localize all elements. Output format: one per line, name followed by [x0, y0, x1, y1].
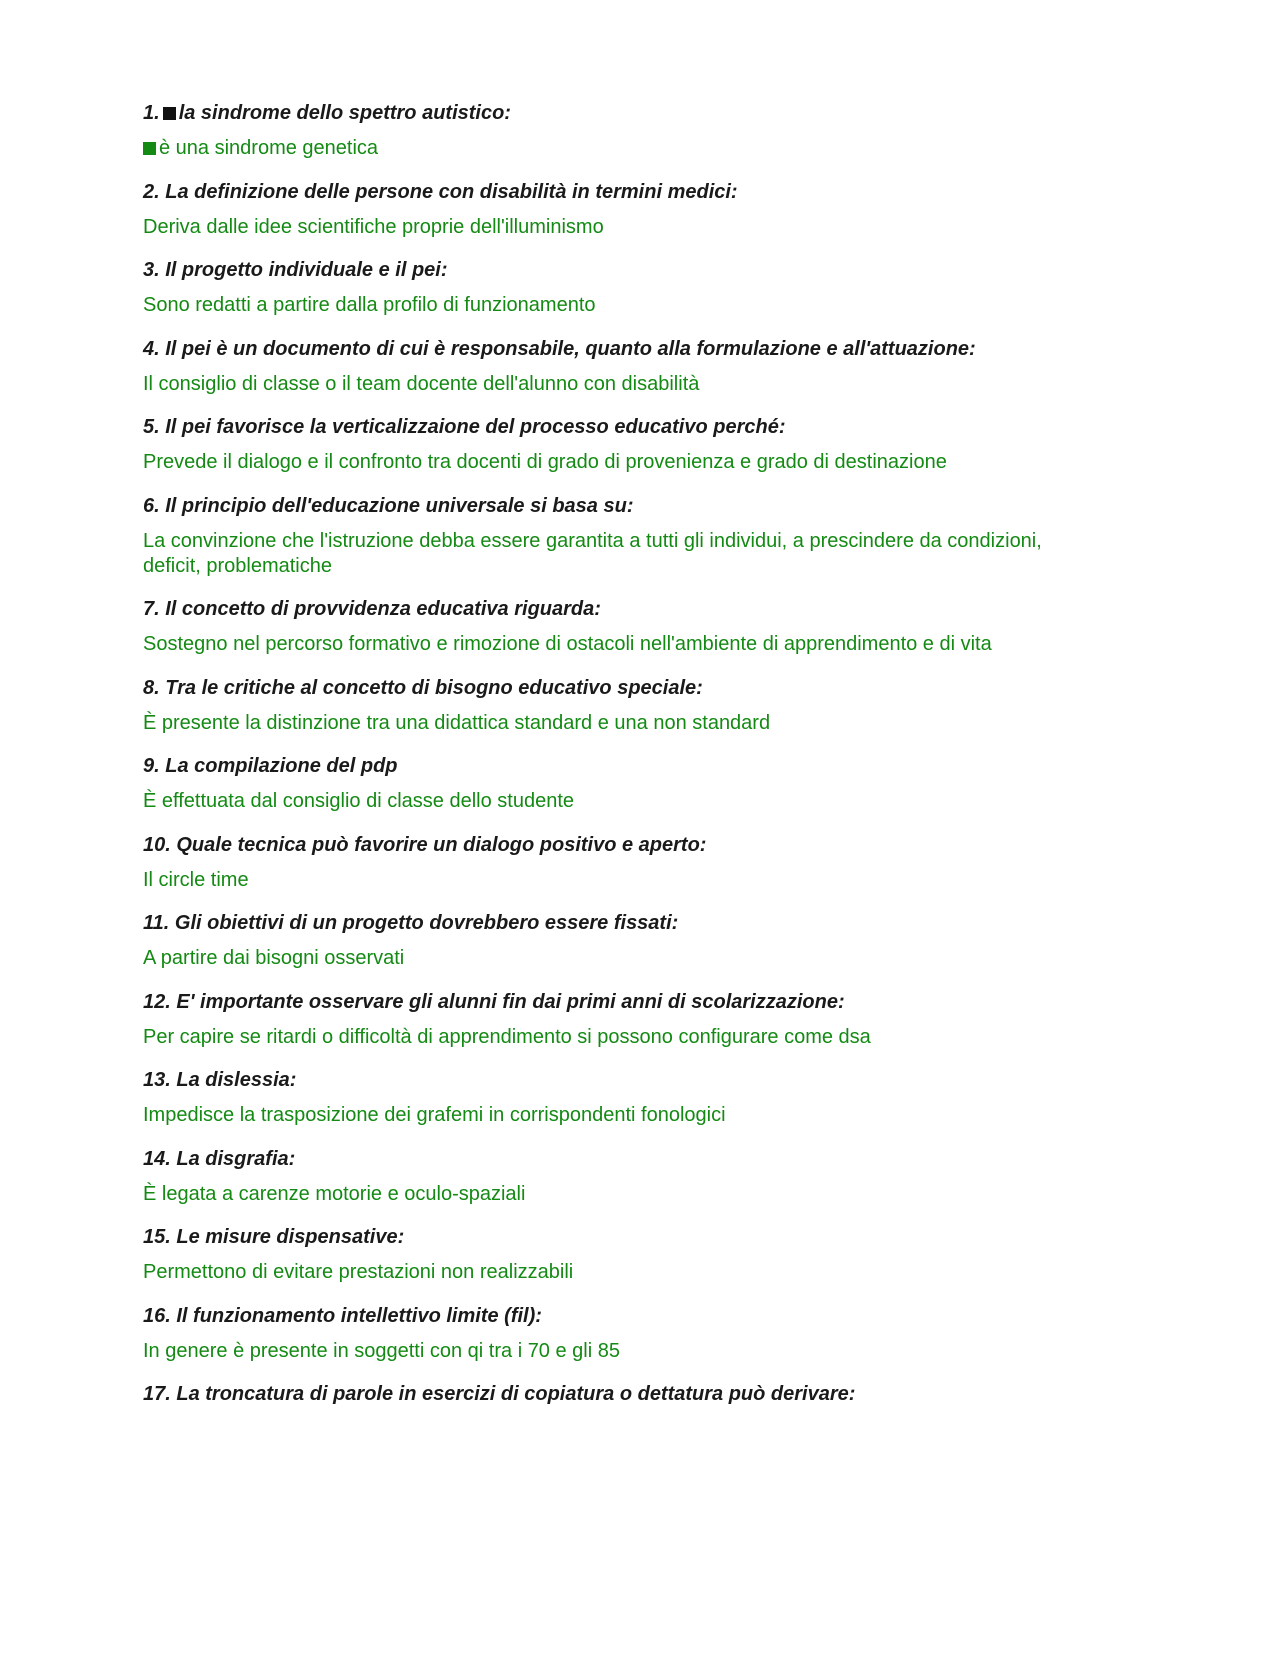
question-5 — [143, 415, 1103, 439]
question-text: La dislessia: — [176, 1069, 297, 1091]
question-text: Il funzionamento intellettivo limite (fil): — [176, 1304, 542, 1327]
question-text: Gli obiettivi di un progetto dovrebbero essere fissati: — [174, 912, 679, 934]
answer-13: Impedisce la trasposizione dei grafemi in corrispondenti fonologici — [143, 1104, 726, 1126]
question-number: 5. — [143, 416, 160, 438]
question-number: 17. — [143, 1383, 171, 1405]
answer-6: La convinzione che l'istruzione debba essere garantita a tutti gli individui, a prescindere da condizioni, deficit, problematiche — [143, 529, 1042, 577]
question-17 — [143, 1382, 1103, 1406]
qa-item-9 — [143, 754, 1103, 814]
question-2 — [143, 180, 1103, 204]
answer-11: A partire dai bisogni osservati — [143, 947, 405, 969]
answer-16: In genere è presente in soggetti con qi tra i 70 e gli 85 — [143, 1339, 620, 1362]
question-text: Tra le critiche al concetto di bisogno educativo speciale: — [165, 676, 703, 699]
answer-14: È legata a carenze motorie e oculo-spaziali — [143, 1182, 526, 1205]
question-number: 7. — [143, 598, 160, 620]
question-number: 4. — [143, 337, 160, 360]
question-text: La disgrafia: — [176, 1147, 296, 1170]
question-9 — [143, 754, 1103, 778]
question-number: 14. — [143, 1147, 171, 1170]
qa-item-6 — [143, 494, 1103, 579]
question-13 — [143, 1068, 1103, 1092]
question-11 — [143, 911, 1103, 935]
question-number: 1. — [143, 102, 160, 124]
question-number: 16. — [143, 1304, 171, 1327]
answer-text: è una sindrome genetica — [159, 137, 379, 159]
answer-3: Sono redatti a partire dalla profilo di funzionamento — [143, 294, 596, 316]
qa-item-7 — [143, 597, 1103, 657]
qa-item-1 — [143, 101, 1103, 161]
question-number: 6. — [143, 494, 160, 517]
answer-9: È effettuata dal consiglio di classe dello studente — [143, 790, 575, 812]
qa-list — [143, 101, 1103, 1425]
answer-4: Il consiglio di classe o il team docente dell'alunno con disabilità — [143, 372, 700, 395]
question-number: 3. — [143, 259, 160, 281]
question-number: 13. — [143, 1069, 171, 1091]
question-14 — [143, 1147, 1103, 1171]
question-number: 9. — [143, 755, 160, 777]
question-6 — [143, 494, 1103, 518]
answer-1 — [143, 136, 1103, 161]
question-number: 11. — [143, 912, 170, 934]
qa-item-16 — [143, 1304, 1103, 1364]
qa-item-11 — [143, 911, 1103, 971]
question-number: 12. — [143, 990, 171, 1013]
qa-item-15 — [143, 1225, 1103, 1285]
question-4 — [143, 337, 1103, 361]
qa-item-2 — [143, 180, 1103, 240]
question-number: 15. — [143, 1226, 171, 1248]
qa-item-10 — [143, 833, 1103, 893]
answer-7: Sostegno nel percorso formativo e rimozione di ostacoli nell'ambiente di apprendimento e di vita — [143, 633, 992, 655]
question-text: Il principio dell'educazione universale si basa su: — [165, 494, 634, 517]
answer-8: È presente la distinzione tra una didattica standard e una non standard — [143, 711, 771, 734]
question-10 — [143, 833, 1103, 857]
question-text: La compilazione del pdp — [165, 755, 398, 777]
qa-item-8 — [143, 676, 1103, 736]
question-text: Il pei è un documento di cui è responsabile, quanto alla formulazione e all'attuazione: — [165, 337, 976, 360]
missing-glyph-icon — [143, 142, 156, 155]
qa-item-12 — [143, 990, 1103, 1050]
qa-item-13 — [143, 1068, 1103, 1128]
question-text: Quale tecnica può favorire un dialogo positivo e aperto: — [176, 833, 707, 856]
question-text: Il progetto individuale e il pei: — [165, 259, 448, 281]
question-number: 10. — [143, 833, 171, 856]
qa-item-17 — [143, 1382, 1103, 1406]
question-number: 8. — [143, 676, 160, 699]
answer-15: Permettono di evitare prestazioni non realizzabili — [143, 1261, 574, 1283]
answer-12: Per capire se ritardi o difficoltà di apprendimento si possono configurare come dsa — [143, 1025, 871, 1048]
question-text: La definizione delle persone con disabilità in termini medici: — [165, 180, 738, 203]
question-text: Il pei favorisce la verticalizzaione del processo educativo perché: — [165, 416, 786, 438]
question-7 — [143, 597, 1103, 621]
question-16 — [143, 1304, 1103, 1328]
question-text: E' importante osservare gli alunni fin dai primi anni di scolarizzazione: — [176, 990, 845, 1013]
question-text: La troncatura di parole in esercizi di copiatura o dettatura può derivare: — [176, 1383, 856, 1405]
question-text: Il concetto di provvidenza educativa riguarda: — [165, 598, 601, 620]
qa-item-14 — [143, 1147, 1103, 1207]
question-8 — [143, 676, 1103, 700]
answer-5: Prevede il dialogo e il confronto tra docenti di grado di provenienza e grado di destinazione — [143, 451, 947, 473]
answer-10: Il circle time — [143, 868, 249, 891]
question-1 — [143, 101, 1103, 125]
question-text: la sindrome dello spettro autistico: — [178, 102, 511, 124]
qa-item-5 — [143, 415, 1103, 475]
question-12 — [143, 990, 1103, 1014]
missing-glyph-icon — [163, 107, 176, 120]
answer-2: Deriva dalle idee scientifiche proprie dell'illuminismo — [143, 215, 604, 238]
question-15 — [143, 1225, 1103, 1249]
qa-item-4 — [143, 337, 1103, 397]
question-3 — [143, 258, 1103, 282]
question-number: 2. — [143, 180, 160, 203]
question-text: Le misure dispensative: — [176, 1226, 405, 1248]
qa-item-3 — [143, 258, 1103, 318]
